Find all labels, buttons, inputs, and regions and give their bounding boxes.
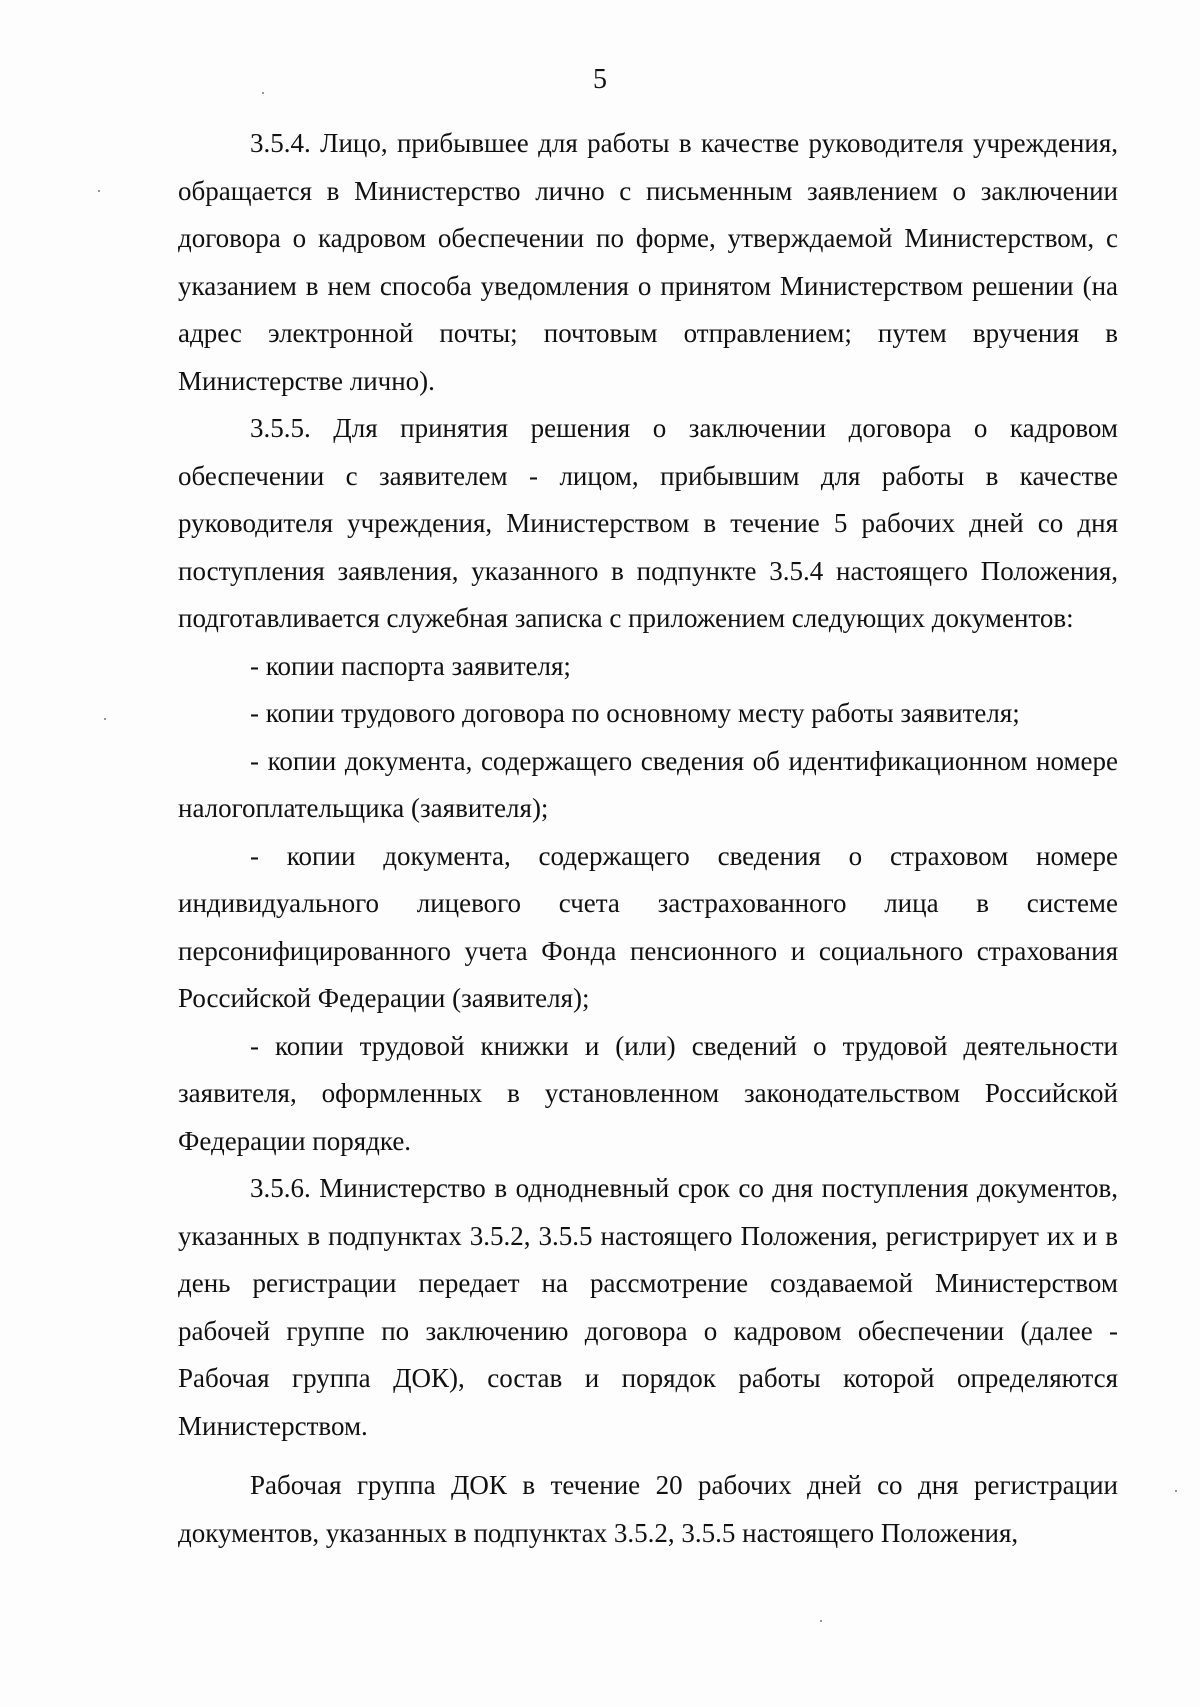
list-item-inn: - копии документа, содержащего сведения об идентификационном номере налогоплательщика (заявителя); (178, 745, 1118, 823)
list-item-passport: - копии паспорта заявителя; (250, 650, 571, 681)
scan-speck (104, 718, 106, 720)
scan-speck (262, 92, 264, 94)
scan-speck (98, 190, 100, 192)
list-item-labor-contract: - копии трудового договора по основному месту работы заявителя; (250, 698, 1020, 728)
paragraph-3-5-6: 3.5.6. Министерство в однодневный срок со дня поступления документов, указанных в подпунктах 3.5.2, 3.5.5 настоящего Положения, регистрирует их и в день регистрации передает на рассмотрение создаваемой Министерством рабочей группе по заключению договора о кадровом обеспечении (далее - Рабочая группа ДОК), состав и порядок работы которой определяются Министерством. (178, 1173, 1118, 1441)
list-item-work-book: - копии трудовой книжки и (или) сведений о трудовой деятельности заявителя, оформленных в установленном законодательством Российской Федерации порядке. (178, 1030, 1118, 1156)
paragraph-3-5-5: 3.5.5. Для принятия решения о заключении договора о кадровом обеспечении с заявителем - лицом, прибывшим для работы в качестве руководителя учреждения, Министерством в течение 5 рабочих дней со дня поступления заявления, указанного в подпункте 3.5.4 настоящего Положения, подготавливается служебная записка с приложением следующих документов: (178, 413, 1118, 633)
page-number: 5 (593, 64, 607, 95)
list-item-snils: - копии документа, содержащего сведения о страховом номере индивидуального лицевого счета застрахованного лица в системе персонифицированного учета Фонда пенсионного и социального страхования Российской Федерации (заявителя); (178, 840, 1118, 1013)
paragraph-working-group: Рабочая группа ДОК в течение 20 рабочих дней со дня регистрации документов, указанных в подпунктах 3.5.2, 3.5.5 настоящего Положения, (178, 1470, 1118, 1548)
paragraph-3-5-4: 3.5.4. Лицо, прибывшее для работы в качестве руководителя учреждения, обращается в Министерство лично с письменным заявлением о заключении договора о кадровом обеспечении по форме, утверждаемой Министерством, с указанием в нем способа уведомления о принятом Министерством решении (на адрес электронной почты; почтовым отправлением; путем вручения в Министерстве лично). (178, 128, 1118, 396)
scan-speck (1175, 1490, 1177, 1492)
scan-speck (820, 1620, 822, 1622)
document-body (178, 120, 1118, 1557)
